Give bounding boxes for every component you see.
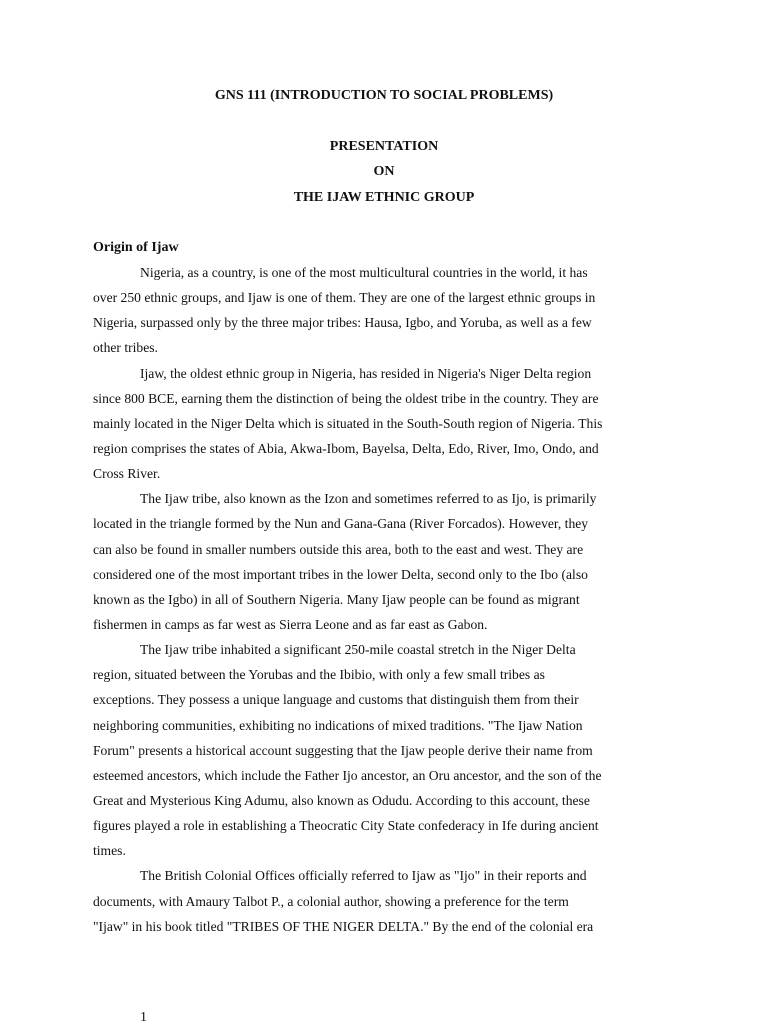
body-line: known as the Igbo) in all of Southern Nigeria. Many Ijaw people can be found as migrant: [93, 592, 580, 607]
body-line: other tribes.: [93, 340, 158, 355]
body-line: neighboring communities, exhibiting no indications of mixed traditions. "The Ijaw Nation: [93, 718, 583, 733]
body-line: The Ijaw tribe, also known as the Izon and sometimes referred to as Ijo, is primarily: [140, 491, 597, 506]
body-line: Forum" presents a historical account suggesting that the Ijaw people derive their name from: [93, 743, 593, 758]
body-line: Great and Mysterious King Adumu, also known as Odudu. According to this account, these: [93, 793, 590, 808]
body-line: Nigeria, as a country, is one of the most multicultural countries in the world, it has: [140, 265, 588, 280]
body-line: Cross River.: [93, 466, 161, 481]
body-line: region comprises the states of Abia, Akwa-Ibom, Bayelsa, Delta, Edo, River, Imo, Ondo, and: [93, 441, 599, 456]
body-line: "Ijaw" in his book titled "TRIBES OF THE NIGER DELTA." By the end of the colonial era: [93, 919, 594, 934]
body-line: documents, with Amaury Talbot P., a colonial author, showing a preference for the term: [93, 894, 569, 909]
body-line: exceptions. They possess a unique language and customs that distinguish them from their: [93, 692, 579, 707]
body-line: mainly located in the Niger Delta which is situated in the South-South region of Nigeria. This: [93, 416, 603, 431]
body-line: located in the triangle formed by the Nun and Gana-Gana (River Forcados). However, they: [93, 516, 589, 531]
presentation-title-line-3: THE IJAW ETHNIC GROUP: [293, 190, 475, 205]
body-line: The Ijaw tribe inhabited a significant 250-mile coastal stretch in the Niger Delta: [140, 642, 576, 657]
body-line: esteemed ancestors, which include the Father Ijo ancestor, an Oru ancestor, and the son of the: [93, 768, 602, 783]
presentation-title-line-2: ON: [373, 164, 395, 179]
body-line: Nigeria, surpassed only by the three major tribes: Hausa, Igbo, and Yoruba, as well as a few: [93, 315, 592, 330]
body-line: can also be found in smaller numbers outside this area, both to the east and west. They are: [93, 542, 584, 557]
body-line: region, situated between the Yorubas and the Ibibio, with only a few small tribes as: [93, 667, 545, 682]
body-line: fishermen in camps as far west as Sierra Leone and as far east as Gabon.: [93, 617, 488, 632]
body-line: times.: [93, 843, 126, 858]
section-heading: Origin of Ijaw: [93, 240, 179, 255]
body-line: Ijaw, the oldest ethnic group in Nigeria, has resided in Nigeria's Niger Delta region: [140, 366, 592, 381]
body-line: The British Colonial Offices officially referred to Ijaw as "Ijo" in their reports and: [140, 868, 587, 883]
course-title: GNS 111 (INTRODUCTION TO SOCIAL PROBLEMS): [214, 88, 554, 103]
presentation-title-line-1: PRESENTATION: [329, 139, 439, 154]
body-line: considered one of the most important tribes in the lower Delta, second only to the Ibo (also: [93, 567, 588, 582]
body-line: figures played a role in establishing a Theocratic City State confederacy in Ife during ancient: [93, 818, 599, 833]
page-number: 1: [140, 1010, 147, 1025]
body-line: over 250 ethnic groups, and Ijaw is one of them. They are one of the largest ethnic groups in: [93, 290, 596, 305]
body-line: since 800 BCE, earning them the distinction of being the oldest tribe in the country. They are: [93, 391, 599, 406]
